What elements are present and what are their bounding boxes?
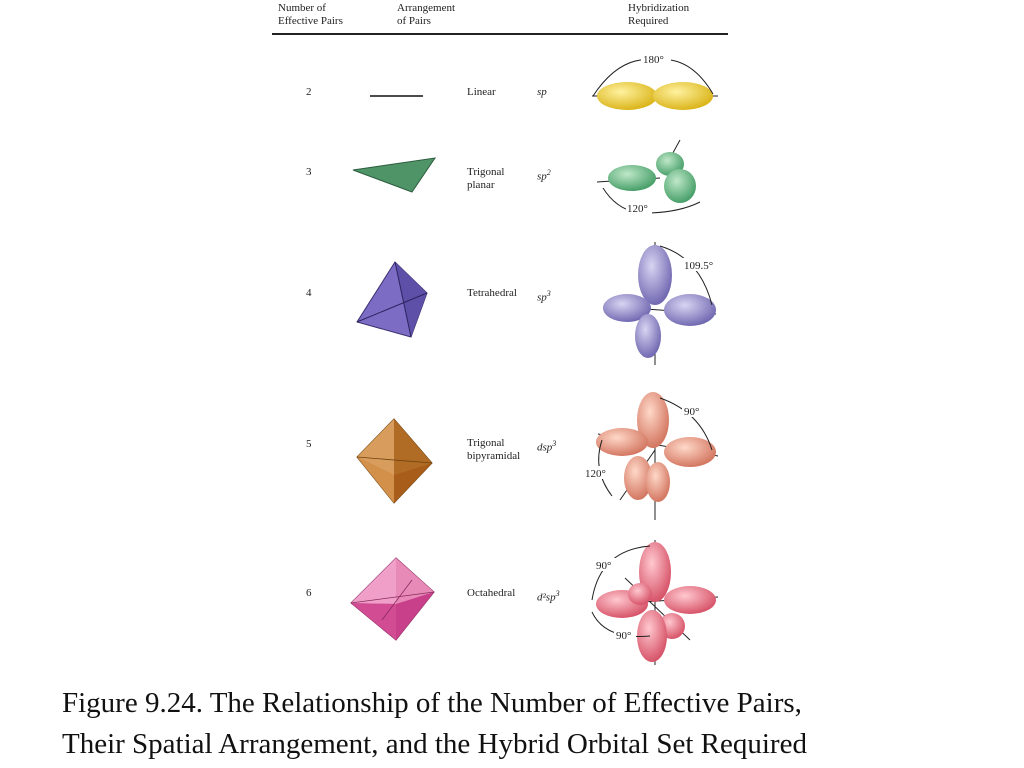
angle-120: 120° [627, 203, 648, 215]
dsp3-orbital [584, 392, 718, 520]
angle-120-b: 120° [585, 468, 606, 480]
trigonal-bipyramidal-shape [357, 419, 432, 503]
row-3-geometry-label-2: planar [467, 179, 495, 191]
row-3-geometry-label: Trigonal [467, 166, 505, 178]
row-4-pairs: 4 [306, 287, 312, 299]
row-2-pairs: 2 [306, 86, 312, 98]
row-5-hybrid-label: dsp [537, 441, 553, 454]
sp-orbital [592, 52, 718, 110]
row-4-hybrid-label: sp [537, 291, 547, 304]
row-5-geometry-label: Trigonal [467, 437, 505, 449]
angle-90: 90° [684, 406, 700, 418]
header-hybrid-line1: Hybridization [628, 2, 690, 14]
row-2-geometry-label: Linear [467, 86, 496, 98]
row-3-hybrid-sup: 2 [546, 168, 551, 177]
trigonal-planar-shape [353, 158, 435, 192]
sp2-orbital [597, 140, 700, 215]
header-pairs-line2: Effective Pairs [278, 15, 343, 27]
row-5-geometry-label-2: bipyramidal [467, 450, 521, 462]
row-6-geometry-label: Octahedral [467, 587, 516, 599]
row-4-geometry-label: Tetrahedral [467, 287, 517, 299]
row-3-hybrid-label: sp [537, 170, 547, 183]
angle-109-5: 109.5° [684, 260, 714, 272]
row-5-pairs: 5 [306, 438, 312, 450]
row-6-pairs: 6 [306, 587, 312, 599]
row-2-hybrid-label: sp [537, 86, 547, 98]
header-hybrid-line2: Required [628, 15, 669, 27]
figure-caption [62, 683, 982, 765]
header-arrangement-line1: Arrangement [397, 2, 456, 14]
octahedral-shape [351, 558, 434, 640]
angle-180: 180° [643, 54, 664, 66]
caption-line-1: Figure 9.24. The Relationship of the Number of Effective Pairs, [62, 687, 802, 719]
header-pairs-line1: Number of [278, 2, 326, 14]
row-6-hybrid-label: d²sp [537, 591, 556, 604]
angle-90-bottom: 90° [616, 630, 632, 642]
row-5-hybrid-sup: 3 [552, 439, 557, 448]
row-4-hybrid-sup: 3 [546, 289, 551, 298]
sp3-orbital [603, 242, 718, 365]
angle-90-top: 90° [596, 560, 612, 572]
caption-line-2: Their Spatial Arrangement, and the Hybrid Orbital Set Required [62, 728, 807, 760]
d2sp3-orbital [592, 540, 718, 665]
row-3-pairs: 3 [306, 166, 312, 178]
tetrahedral-shape [357, 262, 427, 337]
header-arrangement-line2: of Pairs [397, 15, 431, 27]
row-6-hybrid-sup: 3 [555, 589, 560, 598]
